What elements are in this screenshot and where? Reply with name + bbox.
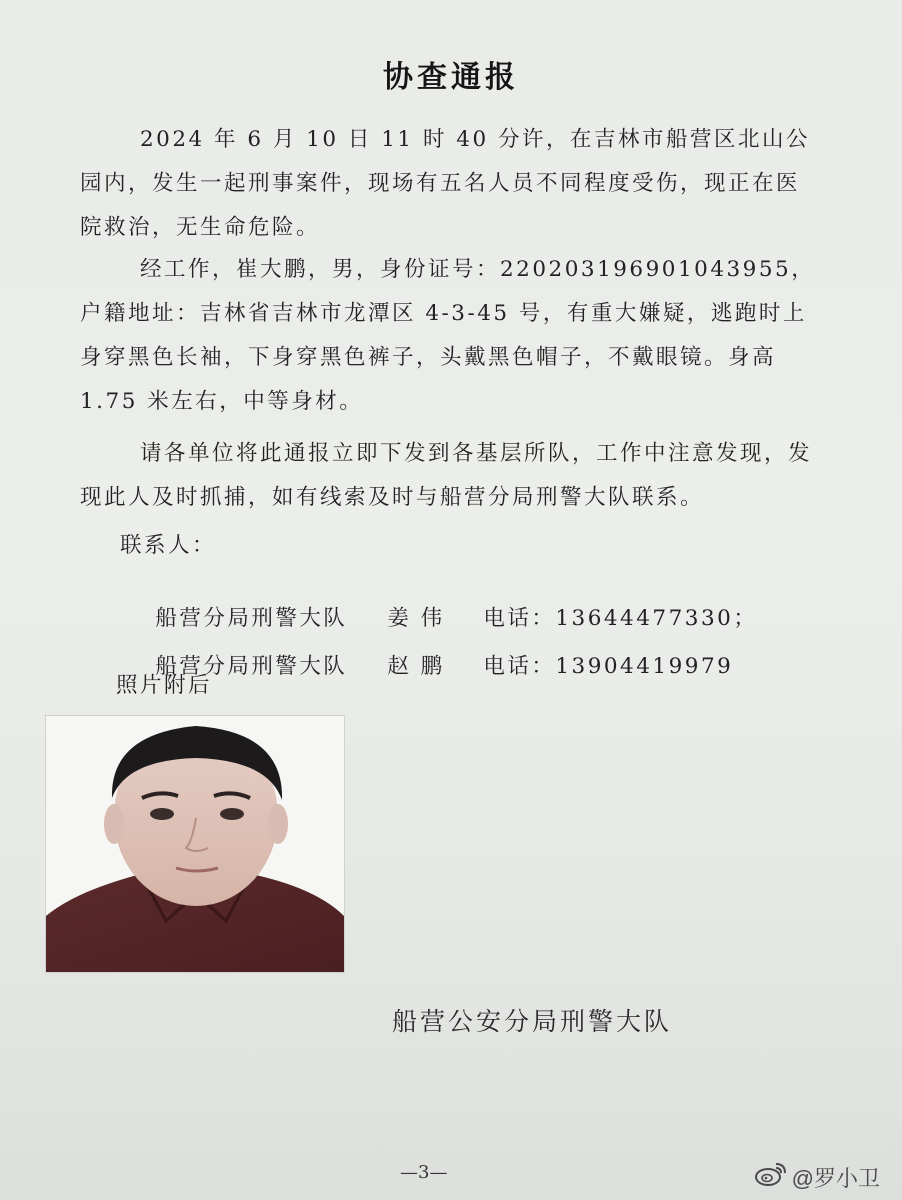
contact-phone: 电话：13904419979 [483,654,734,679]
contact-phone: 电话：13644477330； [483,606,758,631]
suspect-paragraph: 经工作，崔大鹏，男，身份证号：220203196901043955，户籍地址：吉林省吉林市龙潭区 4-3-45 号，有重大嫌疑，逃跑时上身穿黑色长袖，下身穿黑色裤子，头戴黑色帽子，不戴眼镜。身高 1.75 米左右，中等身材。 [80,257,816,414]
issuer-signature: 船营公安分局刑警大队 [392,1007,673,1036]
photo-note: 照片附后 [116,673,213,698]
contact-unit: 船营分局刑警大队 [155,606,348,631]
contact-unit: 船营分局刑警大队 [155,654,348,679]
contact-name: 赵 鹏 [387,654,445,679]
weibo-logo-icon [754,1160,788,1194]
request-paragraph: 请各单位将此通报立即下发到各基层所队，工作中注意发现，发现此人及时抓捕，如有线索及时与船营分局刑警大队联系。 [80,441,813,510]
incident-paragraph: 2024 年 6 月 10 日 11 时 40 分许，在吉林市船营区北山公园内，发生一起刑事案件，现场有五名人员不同程度受伤，现正在医院救治，无生命危险。 [80,127,810,240]
contact-label: 联系人： [120,533,217,558]
contact-name: 姜 伟 [387,606,445,631]
page-number: —3— [400,1162,448,1183]
watermark-username: @罗小卫 [791,1165,880,1191]
suspect-photo [46,716,344,972]
weibo-watermark [754,1160,880,1194]
document-title: 协查通报 [383,60,519,95]
